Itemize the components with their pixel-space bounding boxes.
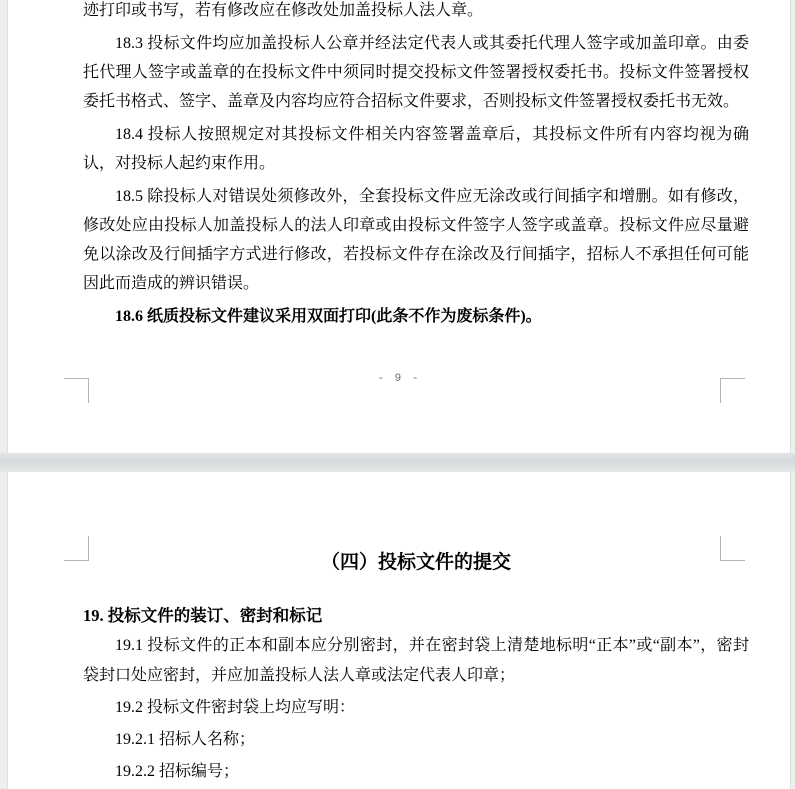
page-2 [7, 472, 791, 789]
body-paragraph[interactable]: 18.5 除投标人对错误处须修改外，全套投标文件应无涂改或行间插字和增删。如有修改，修改处应由投标人加盖投标人的法人印章或由投标文件签字人签字或盖章。投标文件应尽量避免以涂改及行间插字方式进行修改，若投标文件存在涂改及行间插字，招标人不承担任何可能因此而造成的辨识错误。 [83, 188, 749, 292]
body-paragraph[interactable]: 19.2 投标文件密封袋上均应写明： [115, 699, 356, 716]
page-number: - 9 - [377, 373, 421, 385]
body-paragraph[interactable]: 18.4 投标人按照规定对其投标文件相关内容签署盖章后，其投标文件所有内容均视为确认，对投标人起约束作用。 [83, 126, 749, 172]
margin-crop-mark-bottom-right [720, 378, 745, 403]
body-paragraph[interactable]: 18.3 投标文件均应加盖投标人公章并经法定代表人或其委托代理人签字或加盖印章。由委托代理人签字或盖章的在投标文件中须同时提交投标文件签署授权委托书。投标文件签署授权委托书格式、签字、盖章及内容均应符合招标文件要求，否则投标文件签署授权委托书无效。 [83, 35, 749, 110]
body-paragraph[interactable]: 19.1 投标文件的正本和副本应分别密封，并在密封袋上清楚地标明“正本”或“副本”，密封袋封口处应密封，并应加盖投标人法人章或法定代表人印章； [83, 637, 749, 684]
page-1-body [8, 0, 790, 331]
body-paragraph[interactable]: 迹打印或书写，若有修改应在修改处加盖投标人法人章。 [83, 2, 484, 19]
body-paragraph[interactable]: 19.2.1 招标人名称； [115, 731, 256, 748]
page-1 [7, 0, 791, 453]
page-2-body [8, 472, 790, 787]
page-gap [0, 453, 795, 472]
section-heading[interactable]: （四）投标文件的提交 [320, 552, 511, 573]
margin-crop-mark-top-left [64, 536, 89, 561]
margin-crop-mark-bottom-left [64, 378, 89, 403]
body-paragraph-bold[interactable]: 18.6 纸质投标文件建议采用双面打印(此条不作为废标条件)。 [115, 308, 542, 325]
margin-crop-mark-top-right [720, 536, 745, 561]
clause-heading[interactable]: 19. 投标文件的装订、密封和标记 [83, 606, 323, 625]
body-paragraph[interactable]: 19.2.2 招标编号； [115, 763, 240, 780]
